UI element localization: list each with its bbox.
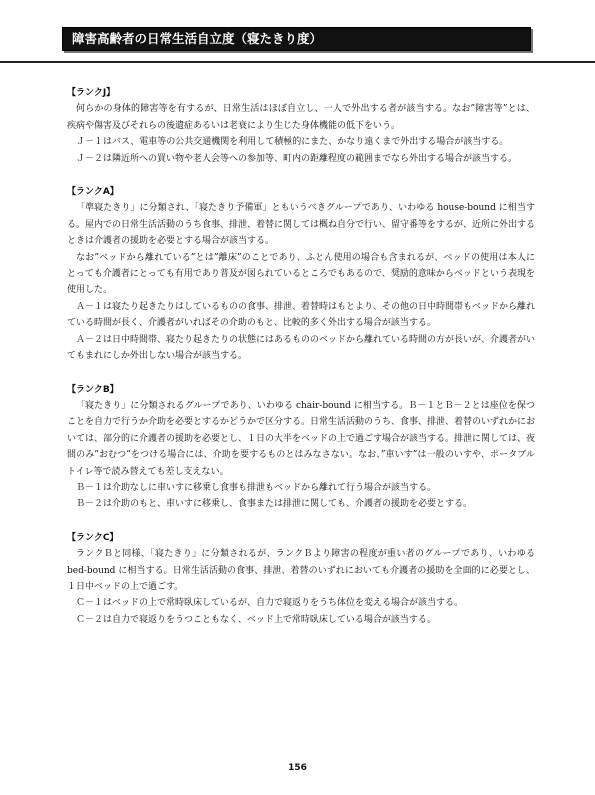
- section-rank-c: [67, 530, 535, 628]
- paragraph: Ｂ－１は介助なしに車いすに移乗し食事も排泄もベッドから離れて行う場合が該当する。: [76, 482, 437, 493]
- section-heading: 【ランクC】: [67, 532, 119, 543]
- paragraph: Ａ－１は寝たり起きたりはしているものの食事、排泄、着替時はもとより、その他の日中時間帯もベッドから離れている時間が長く、介護者がいればその介助のもと、比較的多く外出する場合が該当する。: [67, 301, 536, 329]
- paragraph: 何らかの身体的障害等を有するが、日常生活はほぼ自立し、一人で外出する者が該当する。なお”障害等”とは、疾病や傷害及びそれらの後遺症あるいは老衰により生じた身体機能の低下をいう。: [67, 104, 535, 131]
- paragraph: Ｊ－２は隣近所への買い物や老人会等への参加等、町内の距離程度の範囲までなら外出する場合が該当する。: [76, 153, 518, 164]
- section-rank-j: [67, 85, 535, 167]
- page-title: 障害高齢者の日常生活自立度（寝たきり度）: [62, 27, 531, 51]
- paragraph: 「準寝たきり」に分類され、「寝たきり予備軍」ともいうべきグループであり、いわゆる house-bound に相当する。屋内での日常生活活動のうち食事、排泄、着替に関しては概ね自分で行い、留守番等をするが、近所に外出するときは介護者の援助を必要とする場合が該当する。: [67, 203, 536, 247]
- paragraph: Ｊ－１はバス、電車等の公共交通機関を利用して積極的にまた、かなり遠くまで外出する場合が該当する。: [76, 137, 509, 148]
- paragraph: Ｃ－１はベッドの上で常時臥床しているが、自力で寝返りをうち体位を変える場合が該当する。: [76, 598, 464, 609]
- section-rank-a: [67, 184, 535, 364]
- section-heading: 【ランクJ】: [67, 88, 116, 98]
- section-rank-b: [67, 382, 535, 513]
- paragraph: Ｃ－２は自力で寝返りをうつこともなく、ベッド上で常時臥床している場合が該当する。: [76, 614, 436, 625]
- section-heading: 【ランクA】: [67, 187, 119, 198]
- paragraph: 「寝たきり」に分類されるグループであり、いわゆる chair-bound に相当する。Ｂ－１とＢ－２とは座位を保つことを自力で行うか介助を必要とするかどうかで区分する。日常生活活動のうち、食事、排泄、着替のいずれかにおいては、部分的に介護者の援助を必要とし、１日の大半をベッドの上で過ごす場合が該当する。排泄に関しては、夜間のみ”おむつ”をつける場合には、介助を要するものとはみなさない。なお、”車いす”は一般のいすや、ポータブルトイレ等で読み替えても差し支えない。: [67, 400, 536, 477]
- page-number: 156: [288, 763, 307, 773]
- document-body: [67, 85, 535, 645]
- paragraph: Ａ－２は日中時間帯、寝たり起きたりの状態にはあるもののベッドから離れている時間の方が長いが、介護者がいてもまれにしか外出しない場合が該当する。: [67, 334, 536, 362]
- paragraph: ランクＢと同様、「寝たきり」に分類されるが、ランクＢより障害の程度が重い者のグループであり、いわゆる bed-bound に相当する。日常生活活動の食事、排泄、着替のいずれにおいても介護者の援助を全面的に必要とし、１日中ベッドの上で過ごす。: [67, 549, 535, 592]
- header-divider: [0, 61, 595, 63]
- paragraph: なお”ベッドから離れている”とは”離床”のことであり、ふとん使用の場合も含まれるが、ベッドの使用は本人にとっても介護者にとっても有用であり普及が図られているところでもあるので、奨励的意味からベッドという表現を使用した。: [67, 252, 535, 296]
- paragraph: Ｂ－２は介助のもと、車いすに移乗し、食事または排泄に関しても、介護者の援助を必要とする。: [76, 499, 473, 510]
- section-heading: 【ランクB】: [67, 384, 119, 395]
